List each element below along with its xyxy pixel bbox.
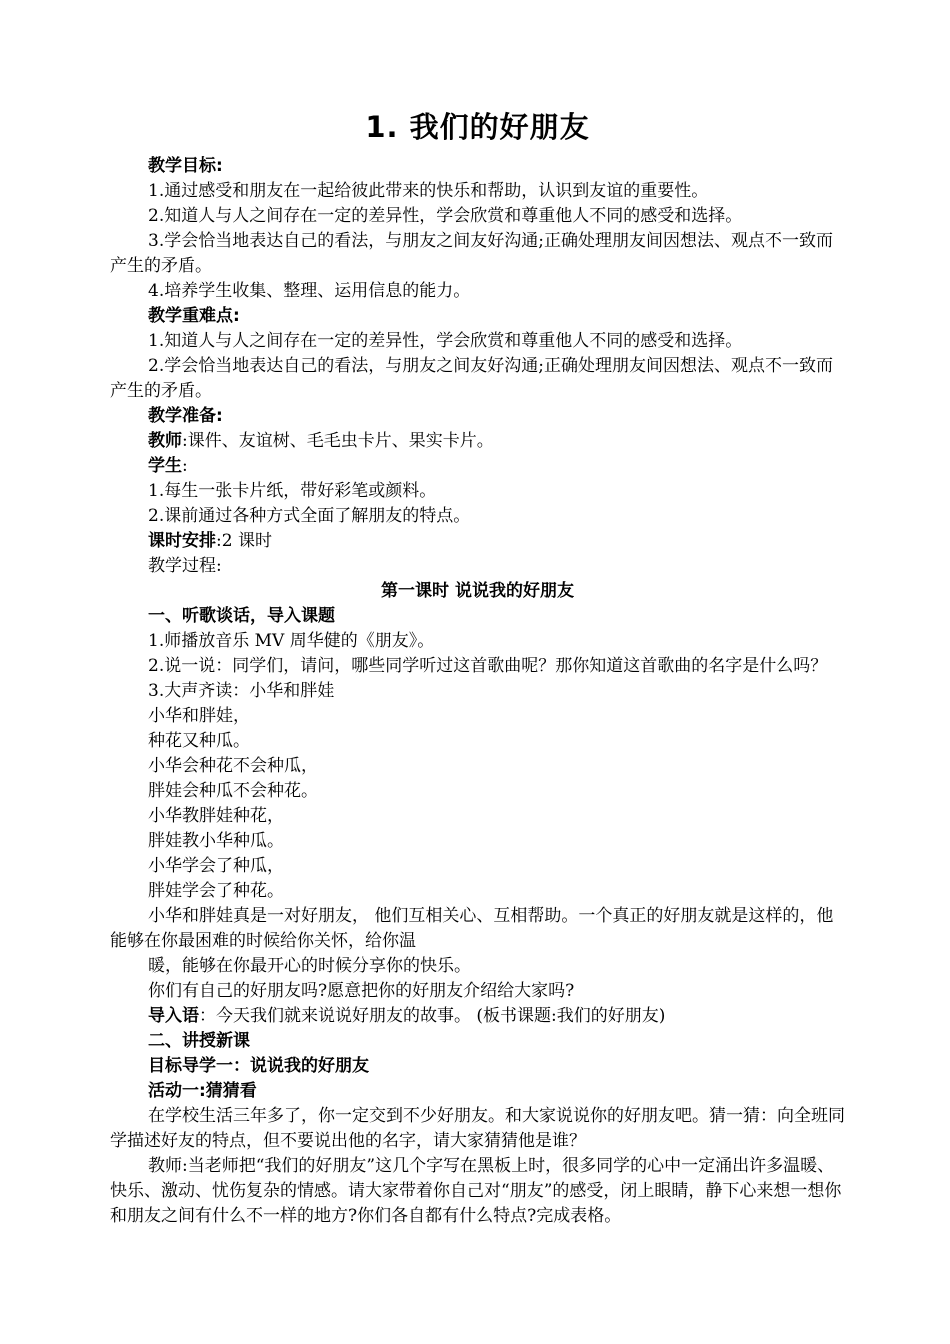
student-label: 学生 <box>148 456 182 476</box>
schedule-text: :2 课时 <box>216 531 272 551</box>
poem-line: 胖娃学会了种花。 <box>148 881 284 901</box>
section1-item: 2.说一说：同学们，请问，哪些同学听过这首歌曲呢？那你知道这首歌曲的名字是什么吗？ <box>148 656 828 676</box>
poem-line: 胖娃教小华种瓜。 <box>148 831 284 851</box>
student-prep <box>110 454 845 479</box>
section1-heading: 一、听歌谈话，导入课题 <box>148 606 335 626</box>
schedule <box>110 529 845 554</box>
activity-heading: 活动一:猜猜看 <box>148 1081 257 1101</box>
intro-label: 导入语 <box>148 1006 199 1026</box>
friends-paragraph-continued: 暖，能够在你最开心的时候分享你的快乐。 <box>148 956 471 976</box>
teacher-label: 教师 <box>148 431 182 451</box>
poem-line: 小华学会了种瓜， <box>148 856 284 876</box>
key-point-item: 2.学会恰当地表达自己的看法，与朋友之间友好沟通;正确处理朋友间因想法、观点不一致而产生的矛盾。 <box>110 356 833 401</box>
goal-guide-heading: 目标导学一：说说我的好朋友 <box>148 1056 369 1076</box>
poem-line: 种花又种瓜。 <box>148 731 250 751</box>
poem-line: 小华和胖娃， <box>148 706 250 726</box>
poem-line: 小华会种花不会种瓜， <box>148 756 318 776</box>
prep-heading: 教学准备: <box>148 406 223 426</box>
student-item: 1.每生一张卡片纸，带好彩笔或颜料。 <box>148 481 437 501</box>
section1-item: 1.师播放音乐 MV 周华健的《朋友》。 <box>148 631 435 651</box>
lesson-title: 第一课时 说说我的好朋友 <box>381 581 574 601</box>
intro-paragraph <box>110 1004 845 1029</box>
friends-paragraph: 小华和胖娃真是一对好朋友， 他们互相关心、互相帮助。一个真正的好朋友就是这样的，他能够在你最困难的时候给你关怀，给你温 <box>110 906 834 951</box>
poem-line: 小华教胖娃种花， <box>148 806 284 826</box>
poem-line: 胖娃会种瓜不会种花。 <box>148 781 318 801</box>
student-colon: : <box>182 456 188 476</box>
process-heading: 教学过程: <box>148 556 222 576</box>
goal-item: 3.学会恰当地表达自己的看法，与朋友之间友好沟通;正确处理朋友间因想法、观点不一致而产生的矛盾。 <box>110 231 833 276</box>
teacher-paragraph: 教师:当老师把“我们的好朋友”这几个字写在黑板上时，很多同学的心中一定涌出许多温暖、快乐、激动、忧伤复杂的情感。请大家带着你自己对“朋友”的感受，闭上眼睛，静下心来想一想你和朋友之间有什么不一样的地方?你们各自都有什么特点?完成表格。 <box>110 1156 842 1226</box>
student-item: 2.课前通过各种方式全面了解朋友的特点。 <box>148 506 471 526</box>
schedule-label: 课时安排 <box>148 531 216 551</box>
goals-heading: 教学目标: <box>148 156 223 176</box>
goal-item: 2.知道人与人之间存在一定的差异性，学会欣赏和尊重他人不同的感受和选择。 <box>148 206 743 226</box>
intro-text: ：今天我们就来说说好朋友的故事。 (板书课题:我们的好朋友) <box>199 1006 666 1026</box>
key-point-item: 1.知道人与人之间存在一定的差异性，学会欣赏和尊重他人不同的感受和选择。 <box>148 331 743 351</box>
document-page <box>110 100 845 1229</box>
page-title: 1. 我们的好朋友 <box>365 110 590 144</box>
goal-item: 4.培养学生收集、整理、运用信息的能力。 <box>148 281 471 301</box>
guess-paragraph: 在学校生活三年多了，你一定交到不少好朋友。和大家说说你的好朋友吧。猜一猜：向全班同学描述好友的特点，但不要说出他的名字，请大家猜猜他是谁？ <box>110 1106 845 1151</box>
section1-item: 3.大声齐读：小华和胖娃 <box>148 681 335 701</box>
section2-heading: 二、讲授新课 <box>148 1031 250 1051</box>
teacher-prep <box>110 429 845 454</box>
goal-item: 1.通过感受和朋友在一起给彼此带来的快乐和帮助，认识到友谊的重要性。 <box>148 181 709 201</box>
key-points-heading: 教学重难点: <box>148 306 240 326</box>
question-paragraph: 你们有自己的好朋友吗?愿意把你的好朋友介绍给大家吗? <box>148 981 575 1001</box>
teacher-text: :课件、友谊树、毛毛虫卡片、果实卡片。 <box>182 431 494 451</box>
